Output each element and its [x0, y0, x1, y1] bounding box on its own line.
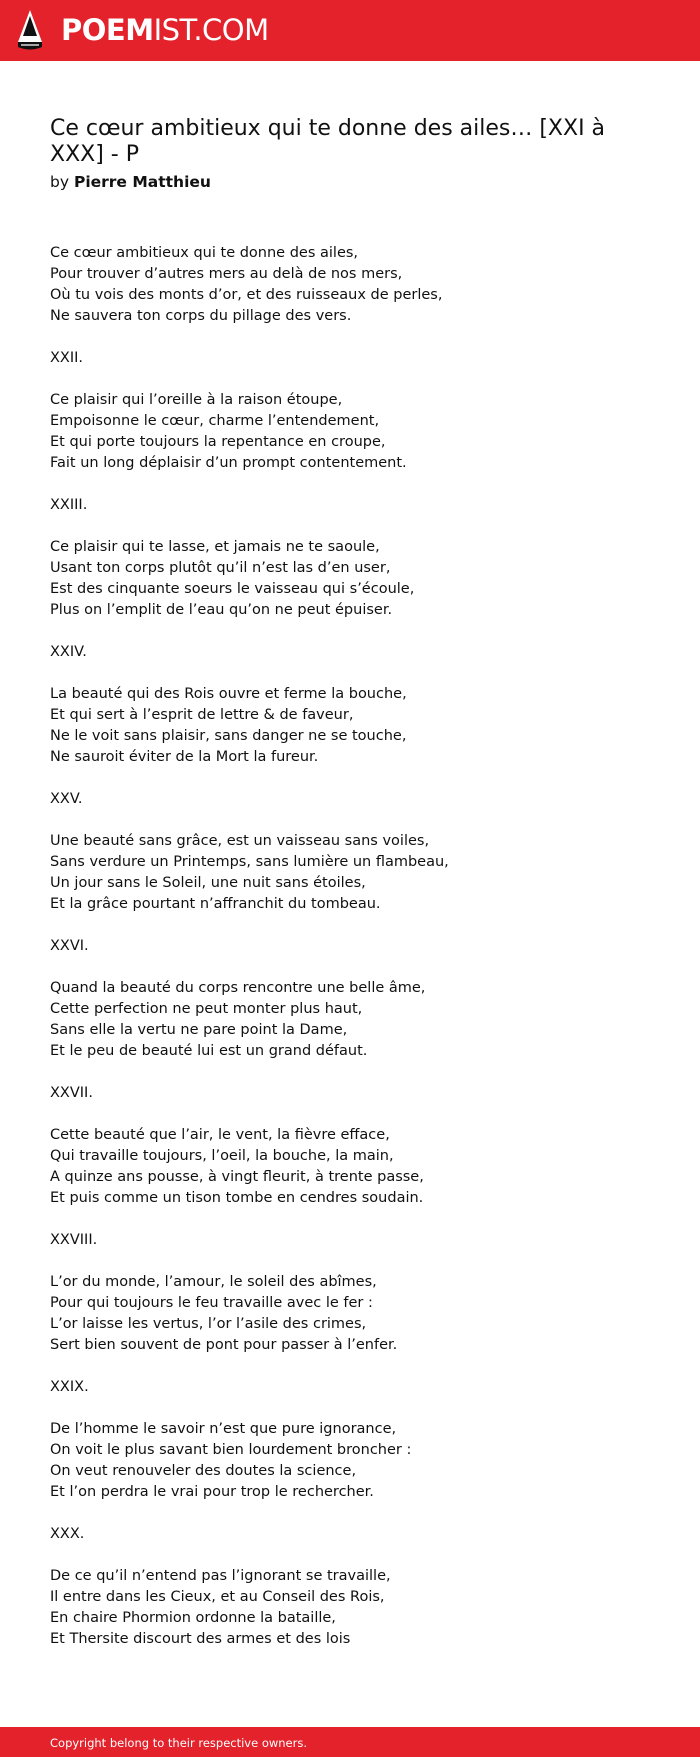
- stanza-gap: [50, 957, 650, 978]
- logo-light-text: IST.COM: [153, 13, 269, 47]
- stanza-gap: [50, 663, 650, 684]
- poem-line: De ce qu’il n’entend pas l’ignorant se travaille,: [50, 1568, 391, 1584]
- section-number: XXIX.: [50, 1379, 89, 1395]
- section-number: XXIII.: [50, 497, 88, 513]
- poem-line: Ne le voit sans plaisir, sans danger ne se touche,: [50, 728, 407, 744]
- poem-line: L’or du monde, l’amour, le soleil des abîmes,: [50, 1274, 377, 1290]
- stanza-gap: [50, 1062, 650, 1083]
- stanza-gap: [50, 1545, 650, 1566]
- poem-line: Quand la beauté du corps rencontre une belle âme,: [50, 980, 426, 996]
- section-number: XXVII.: [50, 1085, 93, 1101]
- poem-line: En chaire Phormion ordonne la bataille,: [50, 1610, 336, 1626]
- poem-line: Une beauté sans grâce, est un vaisseau sans voiles,: [50, 833, 430, 849]
- poem-body: [50, 243, 650, 1650]
- poem-title: Ce cœur ambitieux qui te donne des ailes… [XXI à XXX] - P: [50, 116, 606, 167]
- poem-line: Est des cinquante soeurs le vaisseau qui s’écoule,: [50, 581, 415, 597]
- byline: [50, 172, 211, 192]
- stanza-gap: [50, 1209, 650, 1230]
- stanza-gap: [50, 768, 650, 789]
- stanza-gap: [50, 810, 650, 831]
- poem-line: Et puis comme un tison tombe en cendres soudain.: [50, 1190, 424, 1206]
- poem-line: Pour trouver d’autres mers au delà de nos mers,: [50, 266, 403, 282]
- poem-line: Cette beauté que l’air, le vent, la fièvre efface,: [50, 1127, 390, 1143]
- site-header: [0, 0, 700, 61]
- site-logo[interactable]: [61, 12, 269, 48]
- copyright-text: Copyright belong to their respective owners.: [50, 1736, 308, 1750]
- stanza-gap: [50, 1503, 650, 1524]
- byline-prefix: by: [50, 173, 70, 191]
- poem-line: Et la grâce pourtant n’affranchit du tombeau.: [50, 896, 381, 912]
- poem-line: Plus on l’emplit de l’eau qu’on ne peut épuiser.: [50, 602, 393, 618]
- poem-line: Il entre dans les Cieux, et au Conseil des Rois,: [50, 1589, 385, 1605]
- poem-line: Et le peu de beauté lui est un grand défaut.: [50, 1043, 368, 1059]
- stanza-gap: [50, 474, 650, 495]
- stanza-gap: [50, 621, 650, 642]
- poem-line: Ce plaisir qui te lasse, et jamais ne te saoule,: [50, 539, 380, 555]
- section-number: XXV.: [50, 791, 83, 807]
- poem-line: On veut renouveler des doutes la science,: [50, 1463, 357, 1479]
- logo-bold-text: POEM: [61, 13, 154, 47]
- section-number: XXII.: [50, 350, 84, 366]
- stanza-gap: [50, 516, 650, 537]
- poem-line: Sans verdure un Printemps, sans lumière un flambeau,: [50, 854, 449, 870]
- poem-line: Ne sauroit éviter de la Mort la fureur.: [50, 749, 319, 765]
- poem-line: De l’homme le savoir n’est que pure ignorance,: [50, 1421, 397, 1437]
- poem-line: Ne sauvera ton corps du pillage des vers.: [50, 308, 352, 324]
- poem-line: Qui travaille toujours, l’oeil, la bouche, la main,: [50, 1148, 394, 1164]
- poem-line: Fait un long déplaisir d’un prompt contentement.: [50, 455, 407, 471]
- stanza-gap: [50, 1251, 650, 1272]
- poem-line: Cette perfection ne peut monter plus haut,: [50, 1001, 363, 1017]
- poem-line: La beauté qui des Rois ouvre et ferme la bouche,: [50, 686, 407, 702]
- author-name[interactable]: Pierre Matthieu: [73, 173, 211, 191]
- poem-line: Ce plaisir qui l’oreille à la raison étoupe,: [50, 392, 343, 408]
- section-number: XXVI.: [50, 938, 89, 954]
- section-number: XXX.: [50, 1526, 85, 1542]
- poem-line: On voit le plus savant bien lourdement broncher :: [50, 1442, 412, 1458]
- poem-line: Et l’on perdra le vrai pour trop le rechercher.: [50, 1484, 374, 1500]
- section-number: XXVIII.: [50, 1232, 98, 1248]
- poem-line: A quinze ans pousse, à vingt fleurit, à trente passe,: [50, 1169, 424, 1185]
- stanza-gap: [50, 1104, 650, 1125]
- site-footer: [0, 1727, 700, 1757]
- poem-line: Pour qui toujours le feu travaille avec le fer :: [50, 1295, 373, 1311]
- poem-line: Où tu vois des monts d’or, et des ruisseaux de perles,: [50, 287, 443, 303]
- pencil-tip-icon[interactable]: [17, 9, 43, 51]
- poem-line: Empoisonne le cœur, charme l’entendement,: [50, 413, 380, 429]
- poem-line: Usant ton corps plutôt qu’il n’est las d’en user,: [50, 560, 391, 576]
- stanza-gap: [50, 369, 650, 390]
- poem-line: Sert bien souvent de pont pour passer à l’enfer.: [50, 1337, 398, 1353]
- poem-line: L’or laisse les vertus, l’or l’asile des crimes,: [50, 1316, 367, 1332]
- poem-line: Ce cœur ambitieux qui te donne des ailes,: [50, 245, 359, 261]
- stanza-gap: [50, 327, 650, 348]
- stanza-gap: [50, 915, 650, 936]
- poem-line: Et Thersite discourt des armes et des lois: [50, 1631, 351, 1647]
- poem-line: Et qui sert à l’esprit de lettre & de faveur,: [50, 707, 354, 723]
- poem-line: Sans elle la vertu ne pare point la Dame,: [50, 1022, 348, 1038]
- section-number: XXIV.: [50, 644, 87, 660]
- poem-line: Et qui porte toujours la repentance en croupe,: [50, 434, 386, 450]
- poem-line: Un jour sans le Soleil, une nuit sans étoiles,: [50, 875, 366, 891]
- stanza-gap: [50, 1398, 650, 1419]
- stanza-gap: [50, 1356, 650, 1377]
